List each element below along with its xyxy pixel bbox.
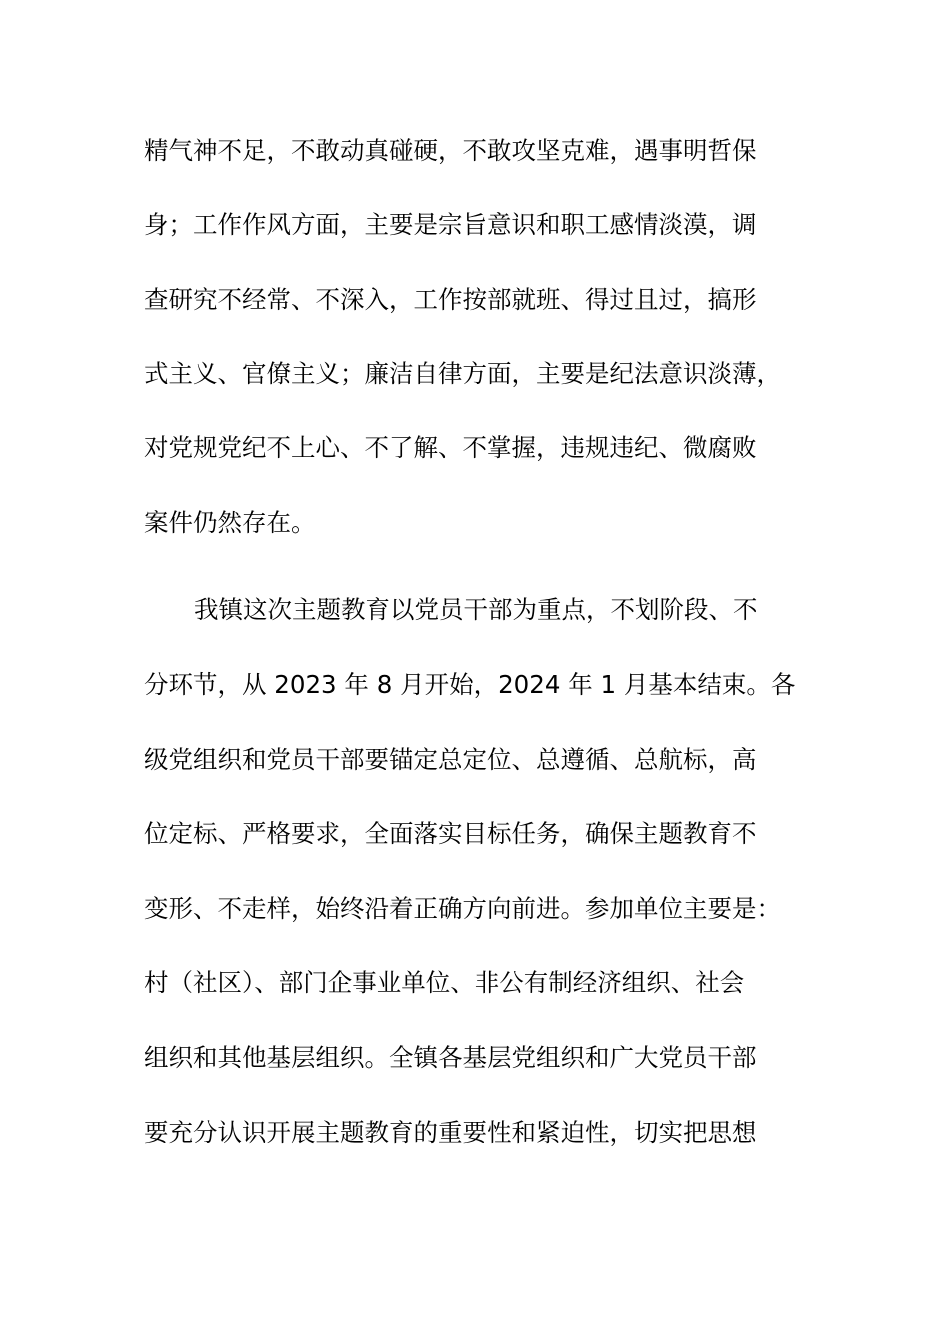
- paragraph-2-line-6: 村（社区）、部门企事业单位、非公有制经济组织、社会: [144, 968, 745, 997]
- paragraph-1-line-1: 精气神不足，不敢动真碰硬，不敢攻坚克难，遇事明哲保: [144, 136, 757, 165]
- paragraph-2-line-3: 级党组织和党员干部要锚定总定位、总遵循、总航标，高: [144, 745, 757, 774]
- paragraph-1-line-3: 查研究不经常、不深入，工作按部就班、得过且过，搞形: [144, 285, 757, 314]
- paragraph-1-line-2: 身；工作作风方面，主要是宗旨意识和职工感情淡漠，调: [144, 210, 757, 239]
- paragraph-2-line-2: 分环节，从 2023 年 8 月开始，2024 年 1 月基本结束。各: [144, 670, 796, 699]
- paragraph-1-line-5: 对党规党纪不上心、不了解、不掌握，违规违纪、微腐败: [144, 433, 757, 462]
- paragraph-1-line-4: 式主义、官僚主义；廉洁自律方面，主要是纪法意识淡薄，: [144, 359, 781, 388]
- paragraph-2-line-7: 组织和其他基层组织。全镇各基层党组织和广大党员干部: [144, 1043, 757, 1072]
- paragraph-2-line-1: 我镇这次主题教育以党员干部为重点，不划阶段、不: [194, 595, 758, 624]
- paragraph-2-line-4: 位定标、严格要求，全面落实目标任务，确保主题教育不: [144, 819, 757, 848]
- paragraph-2-line-5: 变形、不走样，始终沿着正确方向前进。参加单位主要是：: [144, 894, 781, 923]
- paragraph-2-line-8: 要充分认识开展主题教育的重要性和紧迫性，切实把思想: [144, 1118, 757, 1147]
- paragraph-1-line-6: 案件仍然存在。: [144, 508, 316, 537]
